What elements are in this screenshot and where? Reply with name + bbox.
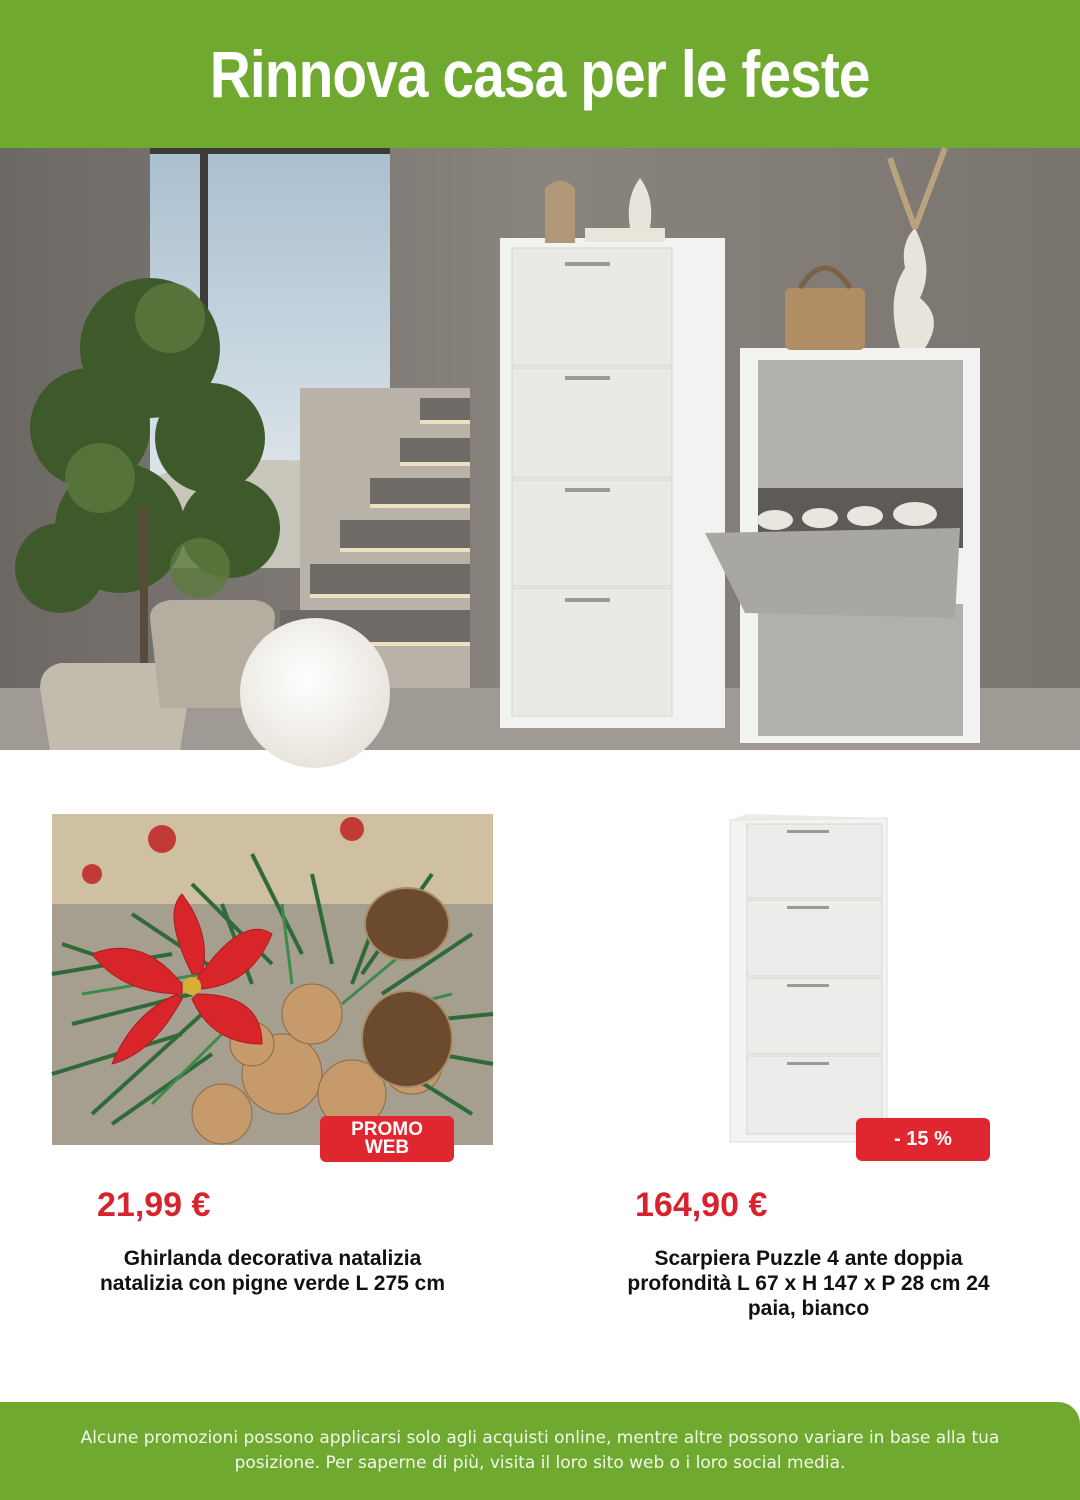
product-title-line: natalizia con pigne verde L 275 cm xyxy=(99,1272,446,1295)
product-card-shoe-cabinet[interactable] xyxy=(540,780,1080,1340)
product-title[interactable] xyxy=(588,1246,1029,1321)
badge-line-2: WEB xyxy=(364,1137,410,1158)
garland-illustration xyxy=(52,814,493,1145)
product-title-line: profondità L 67 x H 147 x P 28 cm 24 xyxy=(627,1272,990,1295)
product-title-line: paia, bianco xyxy=(747,1297,870,1320)
product-card-garland[interactable] xyxy=(0,780,540,1340)
product-title-line: Ghirlanda decorativa natalizia xyxy=(123,1247,422,1270)
disclaimer-text xyxy=(81,1426,1000,1476)
product-price: 164,90 € xyxy=(635,1186,768,1224)
promo-web-badge xyxy=(320,1116,454,1162)
discount-badge-label: - 15 % xyxy=(894,1128,952,1150)
product-image-shoe-cabinet[interactable] xyxy=(637,814,1078,1150)
product-price: 21,99 € xyxy=(97,1186,211,1224)
shoe-cabinet-illustration xyxy=(637,814,1078,1145)
product-title-line: Scarpiera Puzzle 4 ante doppia xyxy=(654,1247,963,1270)
page-title: Rinnova casa per le feste xyxy=(210,37,870,111)
badge-line-1: PROMO xyxy=(351,1119,423,1140)
discount-badge xyxy=(856,1118,990,1161)
hero-illustration xyxy=(0,148,1080,750)
disclaimer-line-2: posizione. Per saperne di più, visita il loro sito web o i loro social media. xyxy=(234,1453,846,1473)
product-image-garland[interactable] xyxy=(52,814,493,1158)
footer-disclaimer xyxy=(0,1402,1080,1500)
hero-image xyxy=(0,148,1080,750)
header-banner xyxy=(0,0,1080,148)
disclaimer-line-1: Alcune promozioni possono applicarsi solo agli acquisti online, mentre altre possono variare in base alla tua xyxy=(80,1428,1000,1448)
product-title[interactable] xyxy=(52,1246,493,1296)
